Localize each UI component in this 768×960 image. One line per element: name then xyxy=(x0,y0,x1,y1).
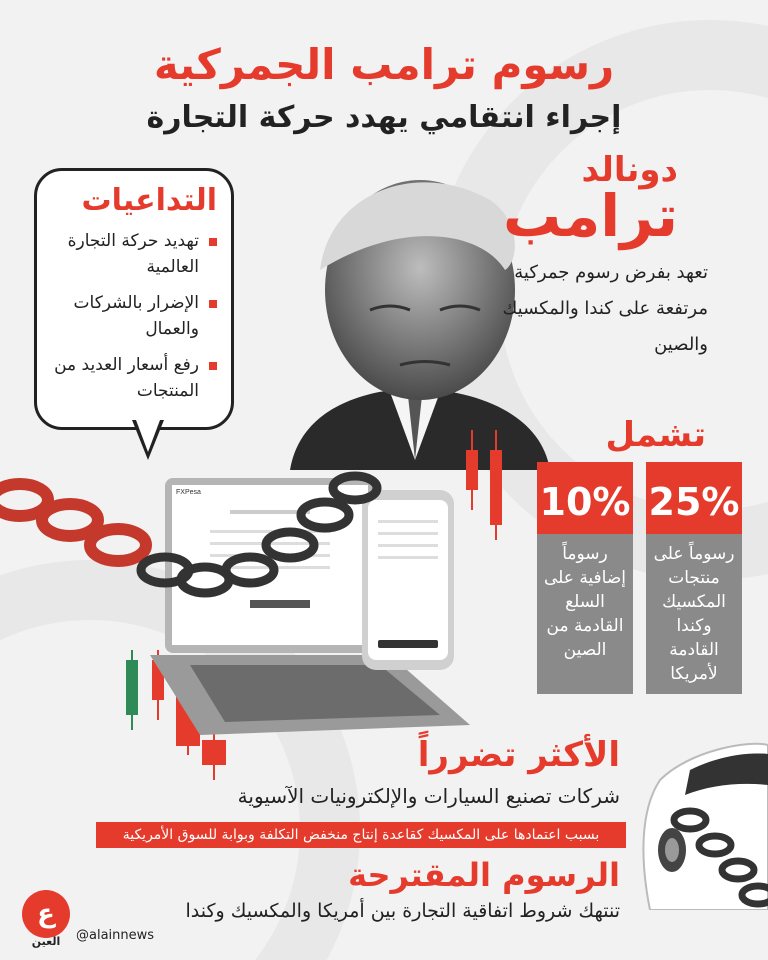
person-last-name: ترامب xyxy=(502,182,678,250)
social-handle: @alainnews xyxy=(76,928,155,943)
list-item: تهديد حركة التجارة العالمية xyxy=(51,228,217,280)
car-illustration xyxy=(630,740,768,910)
most-affected-desc: شركات تصنيع السيارات والإلكترونيات الآسيوية xyxy=(237,784,620,808)
bullet-icon xyxy=(209,300,217,308)
page-title: رسوم ترامب الجمركية xyxy=(153,40,615,89)
proposed-title: الرسوم المقترحة xyxy=(348,856,620,894)
bullet-icon xyxy=(209,362,217,370)
consequences-bubble xyxy=(34,168,234,430)
most-affected-title: الأكثر تضرراً xyxy=(417,735,620,775)
tariff-percent: 25% xyxy=(646,462,742,534)
person-first-name: دونالد xyxy=(581,150,678,190)
laptop-brand: FXPesa xyxy=(176,489,201,496)
includes-title: تشمل xyxy=(605,415,706,455)
tariff-desc: رسوماً على منتجات المكسيك وكندا القادمة لأمريكا xyxy=(646,534,742,694)
brand-logo-text: العين xyxy=(31,935,61,948)
bullet-icon xyxy=(209,238,217,246)
brand-logo: ع xyxy=(22,890,70,938)
tariff-card-china xyxy=(537,462,633,694)
proposed-desc: تنتهك شروط اتفاقية التجارة بين أمريكا والمكسيك وكندا xyxy=(185,900,620,922)
laptop-phone-chain-illustration xyxy=(0,460,530,760)
person-pledge: تعهد بفرض رسوم جمركية مرتفعة على كندا والمكسيك والصين xyxy=(502,262,708,355)
consequences-list xyxy=(51,228,217,404)
tariff-percent: 10% xyxy=(537,462,633,534)
consequences-title: التداعيات xyxy=(81,183,217,218)
bubble-tail-inner xyxy=(136,420,160,452)
tariff-card-mexico-canada xyxy=(646,462,742,694)
list-item: رفع أسعار العديد من المنتجات xyxy=(51,352,217,404)
page-subtitle: إجراء انتقامي يهدد حركة التجارة xyxy=(146,100,622,135)
tariff-desc: رسوماً إضافية على السلع القادمة من الصين xyxy=(537,534,633,694)
list-item: الإضرار بالشركات والعمال xyxy=(51,290,217,342)
most-affected-reason: بسبب اعتمادها على المكسيك كقاعدة إنتاج منخفض التكلفة وبوابة للسوق الأمريكية xyxy=(96,822,626,848)
